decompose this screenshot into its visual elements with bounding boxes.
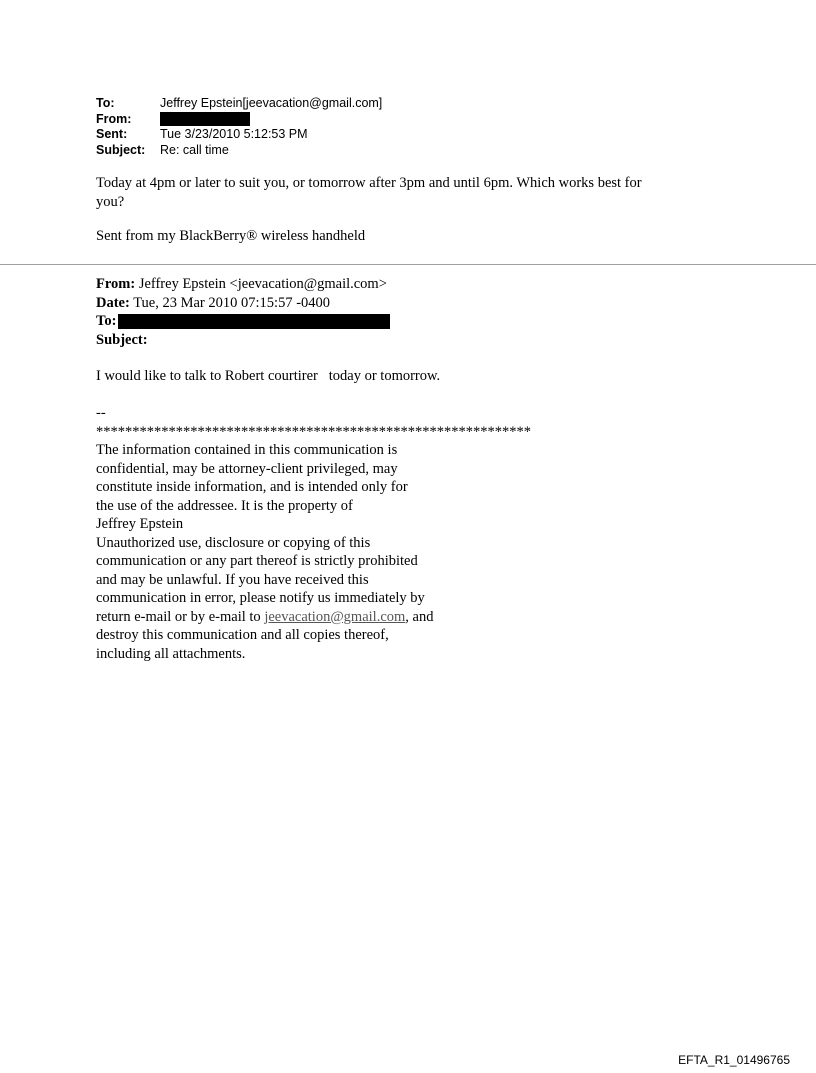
- confidentiality-disclaimer: [96, 441, 496, 663]
- signature-stars: ************************************************************: [96, 423, 531, 440]
- signature-dashes: --: [96, 405, 106, 421]
- signature-separator: [96, 404, 531, 441]
- quoted-to-row: [96, 312, 390, 331]
- to-label: To:: [96, 96, 115, 110]
- return-prefix: return e-mail or by e-mail to: [96, 608, 265, 625]
- header-subject-row: [96, 143, 382, 159]
- quoted-subject-label: Subject:: [96, 331, 148, 348]
- quoted-date-value: Tue, 23 Mar 2010 07:15:57 -0400: [129, 294, 331, 311]
- document-id: EFTA_R1_01496765: [678, 1053, 790, 1067]
- header-to-row: [96, 96, 382, 112]
- quoted-body: I would like to talk to Robert courtirer today or tomorrow.: [96, 368, 441, 384]
- subject-label: Subject:: [96, 142, 146, 157]
- disclaimer-line: including all attachments.: [96, 645, 246, 662]
- disclaimer-line: The information contained in this communication is: [96, 442, 398, 458]
- quoted-header: [96, 275, 390, 349]
- quoted-to-redaction: [118, 314, 390, 329]
- disclaimer-line: Unauthorized use, disclosure or copying of this: [96, 534, 371, 551]
- quoted-from-row: [96, 275, 390, 294]
- quoted-from-value: Jeffrey Epstein <jeevacation@gmail.com>: [135, 276, 387, 292]
- header-sent-row: [96, 127, 382, 143]
- quoted-subject-row: [96, 331, 390, 350]
- from-label: From:: [96, 111, 132, 126]
- quoted-to-label: To:: [96, 313, 117, 329]
- sent-value: Tue 3/23/2010 5:12:53 PM: [160, 127, 308, 141]
- disclaimer-line: Jeffrey Epstein: [96, 516, 184, 532]
- email-link[interactable]: jeevacation@gmail.com: [264, 608, 406, 625]
- reply-line-1: Today at 4pm or later to suit you, or tomorrow after 3pm and until 6pm. Which works best for: [96, 175, 642, 191]
- reply-line-2: you?: [96, 193, 125, 210]
- disclaimer-line: constitute inside information, and is intended only for: [96, 479, 408, 495]
- subject-value: Re: call time: [160, 142, 229, 157]
- to-value: Jeffrey Epstein[jeevacation@gmail.com]: [160, 96, 383, 110]
- from-redaction: [160, 112, 250, 126]
- reply-signature: Sent from my BlackBerry® wireless handheld: [96, 228, 366, 244]
- quoted-from-label: From:: [96, 276, 136, 292]
- sent-label: Sent:: [96, 127, 128, 141]
- reply-body: [96, 174, 736, 211]
- return-suffix: , and: [405, 608, 434, 625]
- disclaimer-line: communication in error, please notify us immediately by: [96, 590, 425, 606]
- quoted-date-row: [96, 294, 390, 313]
- disclaimer-line: the use of the addressee. It is the property of: [96, 497, 353, 514]
- header-from-row: [96, 112, 382, 128]
- quoted-date-label: Date:: [96, 294, 130, 311]
- divider-line: [0, 264, 816, 265]
- disclaimer-line: communication or any part thereof is strictly prohibited: [96, 553, 418, 569]
- disclaimer-line: and may be unlawful. If you have received this: [96, 571, 369, 588]
- disclaimer-line: confidential, may be attorney-client privileged, may: [96, 460, 398, 477]
- email-header: [96, 96, 382, 158]
- disclaimer-line: destroy this communication and all copies thereof,: [96, 627, 389, 643]
- disclaimer-return-line: [96, 608, 496, 627]
